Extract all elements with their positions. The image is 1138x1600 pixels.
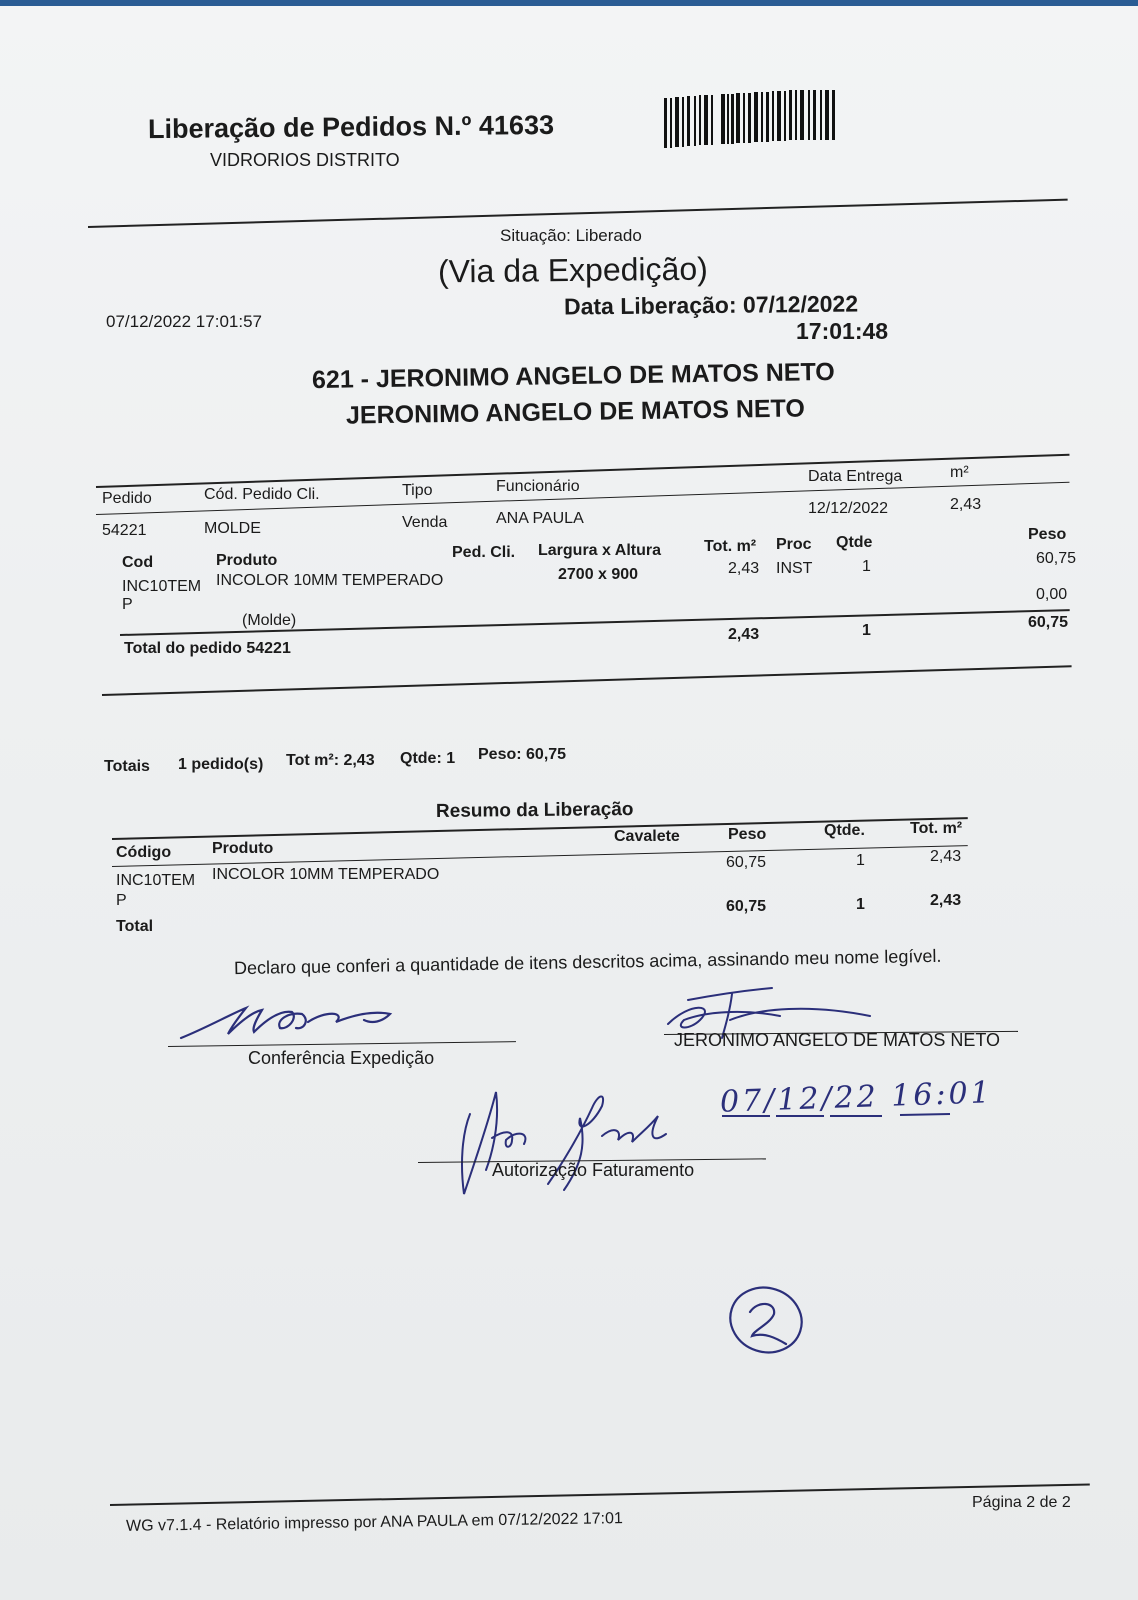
autorizacao-label: Autorização Faturamento bbox=[492, 1160, 695, 1180]
order-total-label: Total do pedido 54221 bbox=[124, 640, 291, 657]
conferencia-label: Conferência Expedição bbox=[248, 1048, 435, 1068]
order-total-peso: 60,75 bbox=[1028, 614, 1069, 631]
order-total-tot-m2: 2,43 bbox=[728, 626, 760, 643]
barcode-icon bbox=[664, 90, 839, 148]
resumo-row-cod-line1: INC10TEM bbox=[116, 872, 196, 889]
circled-mark-icon bbox=[724, 1282, 814, 1362]
col-cod-pedido-label: Cód. Pedido Cli. bbox=[204, 486, 320, 503]
funcionario-value: ANA PAULA bbox=[496, 510, 584, 527]
resumo-total-tot-m2: 2,43 bbox=[930, 892, 962, 909]
resumo-title: Resumo da Liberação bbox=[435, 798, 634, 823]
resumo-row-produto: INCOLOR 10MM TEMPERADO bbox=[212, 866, 440, 883]
situacao-label: Situação: Liberado bbox=[500, 226, 642, 245]
order-total-qtde: 1 bbox=[862, 622, 871, 639]
cod-pedido-value: MOLDE bbox=[204, 520, 261, 537]
cliente-label: JERONIMO ANGELO DE MATOS NETO bbox=[674, 1030, 1001, 1050]
document-title: Liberação de Pedidos N.º 41633 bbox=[147, 109, 555, 145]
company-name: VIDRORIOS DISTRITO bbox=[210, 150, 400, 170]
resumo-total-peso: 60,75 bbox=[726, 898, 767, 915]
resumo-row-qtde: 1 bbox=[856, 852, 865, 869]
client-line-1: 621 - JERONIMO ANGELO DE MATOS NETO bbox=[311, 357, 835, 395]
resumo-col-produto: Produto bbox=[212, 840, 274, 857]
client-line-2: JERONIMO ANGELO DE MATOS NETO bbox=[345, 394, 806, 430]
col-data-entrega-label: Data Entrega bbox=[808, 468, 903, 485]
col-proc-label: Proc bbox=[776, 536, 812, 553]
data-liberacao-time: 17:01:48 bbox=[796, 318, 889, 344]
item-cod-line2: P bbox=[122, 596, 133, 613]
background-strip bbox=[0, 0, 1138, 6]
item-proc: INST bbox=[776, 560, 813, 577]
resumo-col-cavalete: Cavalete bbox=[614, 828, 680, 845]
autorizacao-signature bbox=[452, 1074, 695, 1204]
col-largura-altura-label: Largura x Altura bbox=[538, 542, 661, 559]
item-tot-m2: 2,43 bbox=[728, 560, 760, 577]
col-pedido-label: Pedido bbox=[102, 490, 152, 507]
order-section-bottom-rule bbox=[102, 665, 1072, 696]
resumo-row-cod-line2: P bbox=[116, 892, 127, 909]
handwritten-date: 07/12/22 16:01 bbox=[719, 1075, 994, 1120]
item-note: (Molde) bbox=[242, 612, 297, 629]
col-produto-label: Produto bbox=[216, 552, 278, 569]
col-cod-label: Cod bbox=[122, 554, 154, 571]
resumo-col-qtde: Qtde. bbox=[824, 822, 865, 839]
resumo-col-tot-m2: Tot. m² bbox=[910, 820, 963, 837]
item-qtde: 1 bbox=[862, 558, 871, 575]
resumo-total-qtde: 1 bbox=[856, 896, 865, 913]
item-produto: INCOLOR 10MM TEMPERADO bbox=[216, 572, 444, 589]
col-peso-label: Peso bbox=[1028, 526, 1067, 543]
handwritten-date-underline bbox=[720, 1110, 1000, 1122]
footer-printed-by: WG v7.1.4 - Relatório impresso por ANA PAULA em 07/12/2022 17:01 bbox=[125, 1510, 623, 1535]
m2-value: 2,43 bbox=[950, 496, 982, 513]
resumo-row-peso: 60,75 bbox=[726, 854, 767, 871]
header-divider bbox=[88, 199, 1068, 228]
item-dims: 2700 x 900 bbox=[558, 566, 639, 583]
resumo-row-tot-m2: 2,43 bbox=[930, 848, 962, 865]
order-table-top-rule bbox=[96, 454, 1070, 488]
totais-peso: Peso: 60,75 bbox=[478, 746, 567, 763]
data-entrega-value: 12/12/2022 bbox=[808, 500, 889, 517]
totais-qtde: Qtde: 1 bbox=[400, 750, 456, 767]
item-cod-line1: INC10TEM bbox=[122, 578, 202, 595]
footer-page-number: Página 2 de 2 bbox=[972, 1494, 1071, 1511]
tipo-value: Venda bbox=[402, 514, 448, 531]
col-funcionario-label: Funcionário bbox=[496, 478, 580, 495]
resumo-total-label: Total bbox=[116, 918, 154, 935]
data-liberacao: Data Liberação: 07/12/2022 bbox=[563, 290, 859, 320]
footer-rule bbox=[110, 1483, 1090, 1506]
print-datetime: 07/12/2022 17:01:57 bbox=[106, 312, 262, 331]
col-ped-cli-label: Ped. Cli. bbox=[452, 544, 516, 561]
item-extra-peso: 0,00 bbox=[1036, 586, 1068, 603]
totais-label: Totais bbox=[104, 758, 150, 775]
totais-tot-m2: Tot m²: 2,43 bbox=[286, 752, 375, 769]
col-m2-label: m² bbox=[950, 464, 969, 481]
pedido-value: 54221 bbox=[102, 522, 147, 539]
col-tot-m2-label: Tot. m² bbox=[704, 538, 757, 555]
col-tipo-label: Tipo bbox=[402, 482, 433, 499]
totais-pedidos: 1 pedido(s) bbox=[178, 756, 264, 773]
resumo-col-peso: Peso bbox=[728, 826, 767, 843]
via-title: (Via da Expedição) bbox=[437, 250, 708, 290]
col-qtde-label: Qtde bbox=[836, 534, 873, 551]
item-peso: 60,75 bbox=[1036, 550, 1077, 567]
conferencia-signature bbox=[176, 994, 416, 1044]
resumo-col-codigo: Código bbox=[116, 844, 172, 861]
declaration-text: Declaro que conferi a quantidade de itens descritos acima, assinando meu nome legível. bbox=[233, 945, 942, 979]
